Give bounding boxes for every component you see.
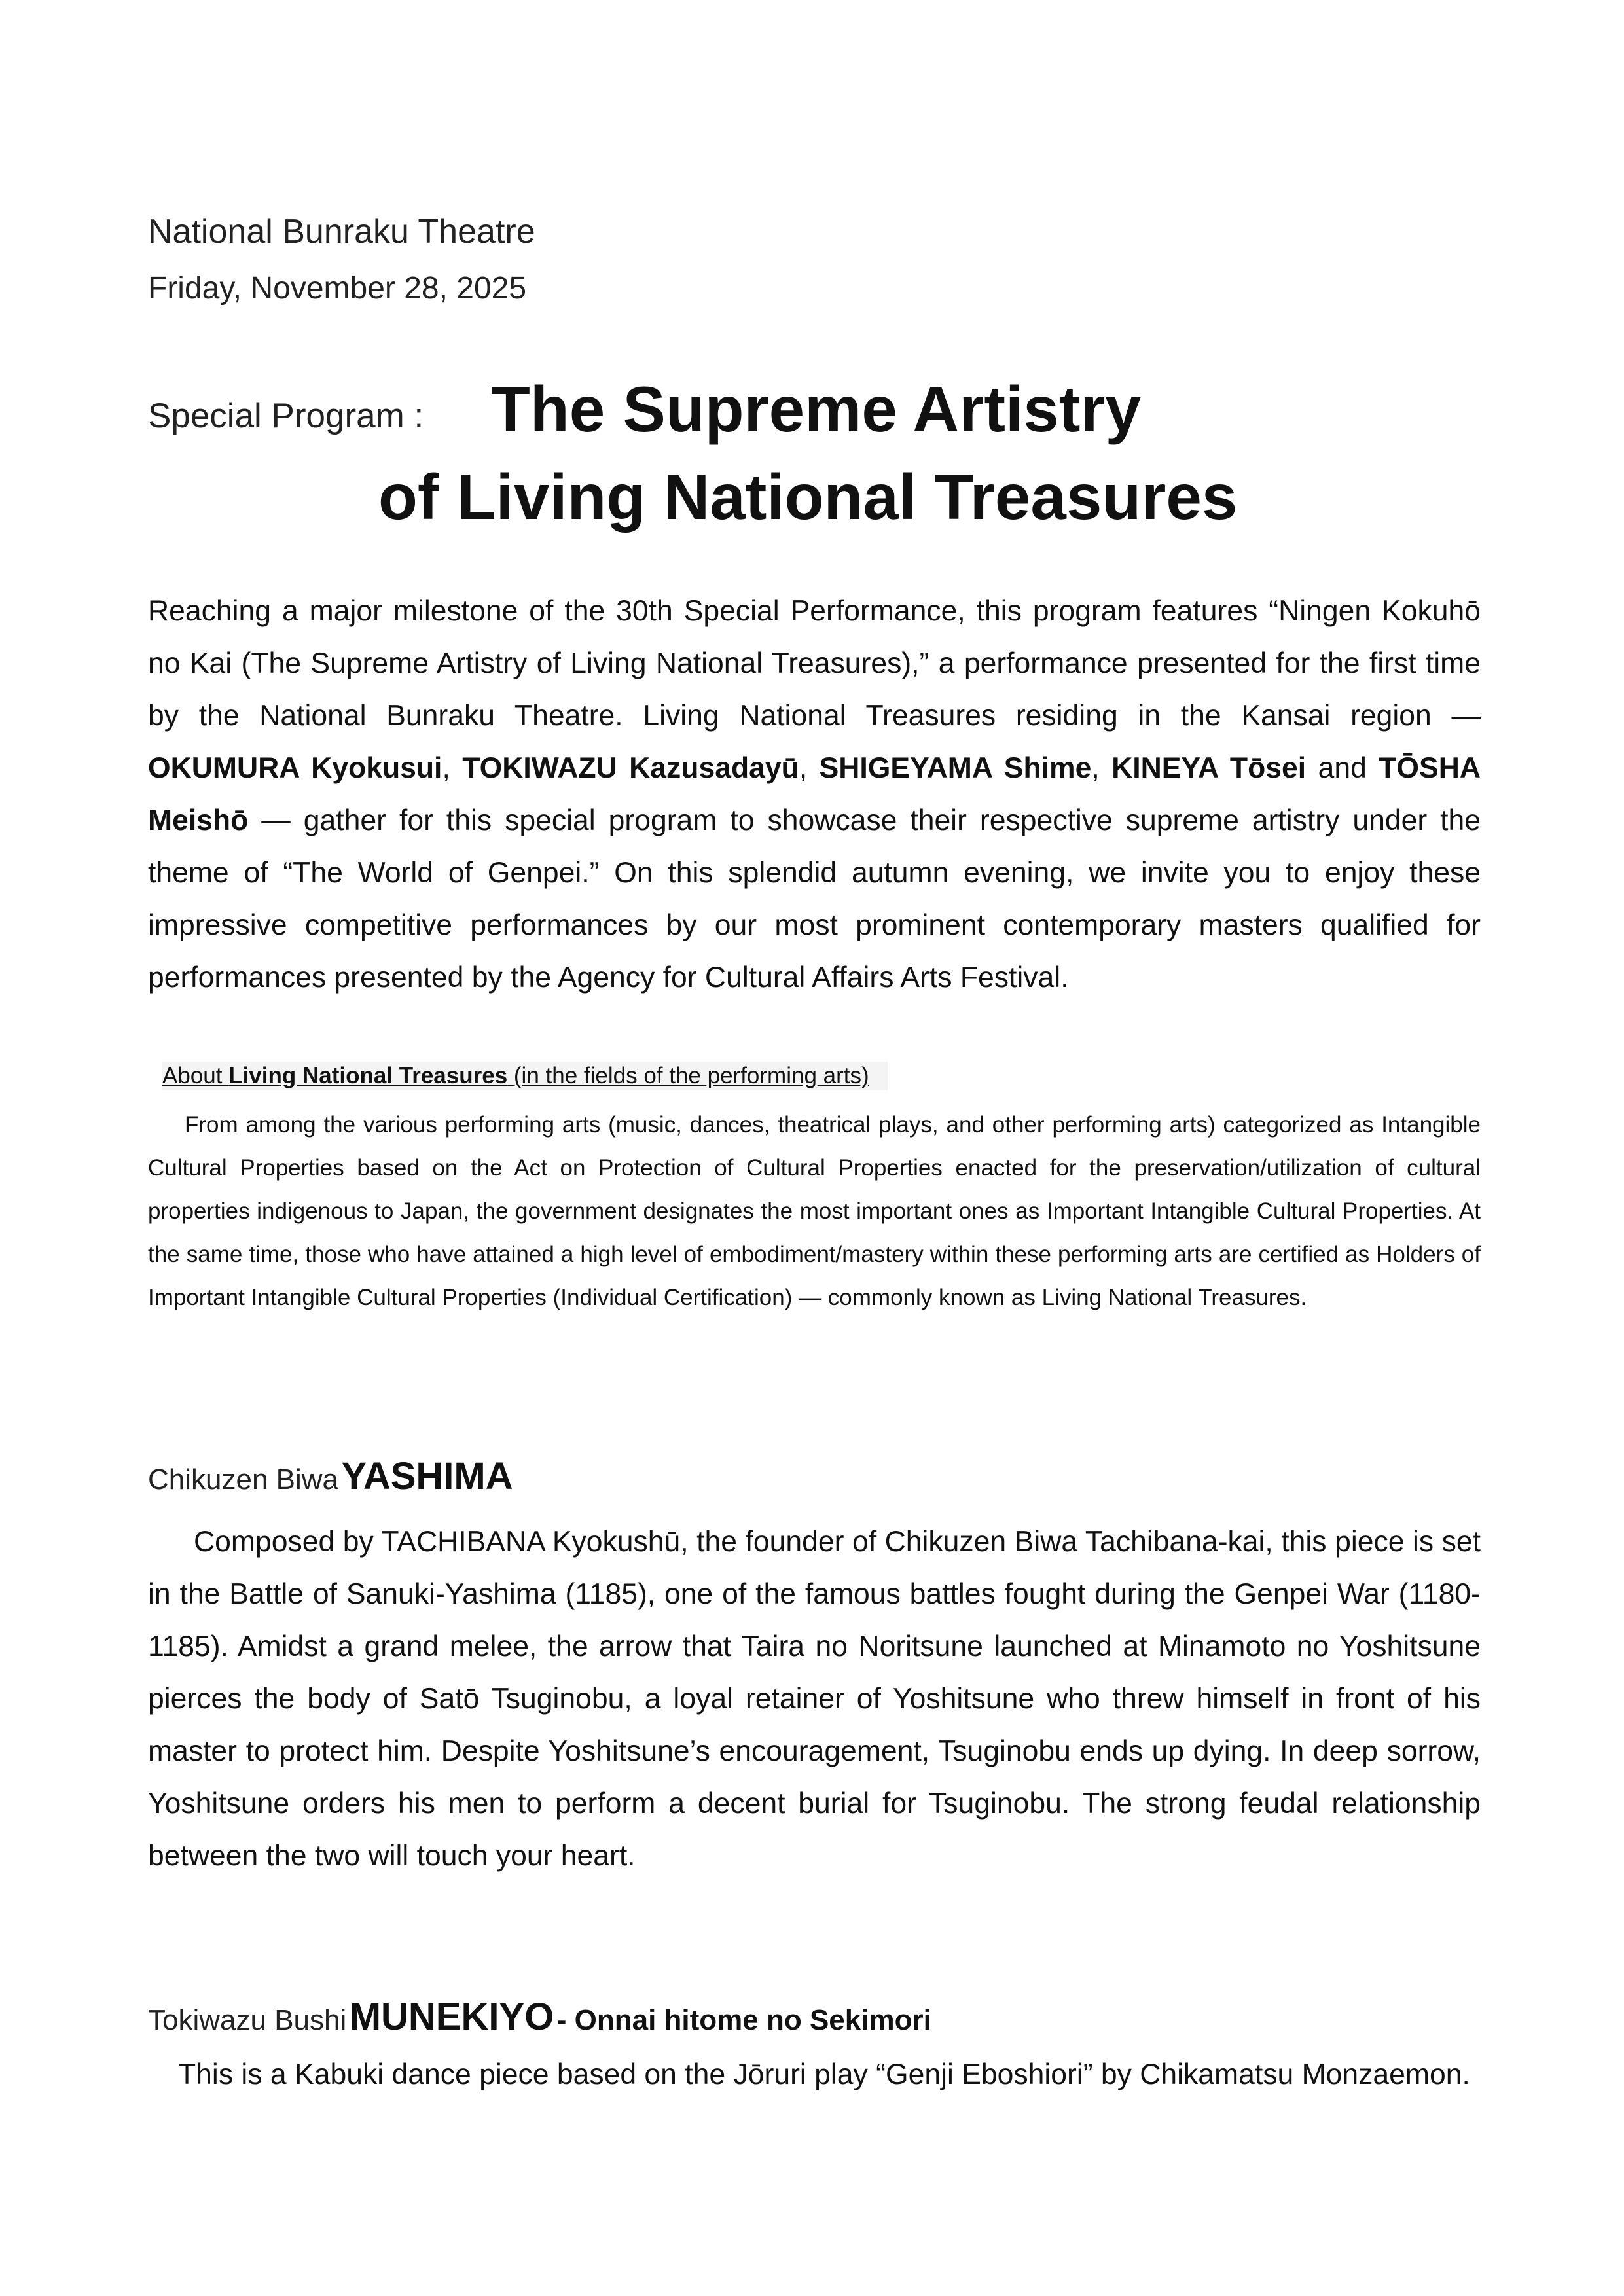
- piece-description-yashima: Composed by TACHIBANA Kyokushū, the founder of Chikuzen Biwa Tachibana-kai, this piece is set in the Battle of Sanuki-Yashima (1185), one of the famous battles fought during the Genpei War (1180-1185). Amidst a grand melee, the arrow that Taira no Noritsune launched at Minamoto no Yoshitsune pierces the body of Satō Tsuginobu, a loyal retainer of Yoshitsune who threw himself in front of his master to protect him. Despite Yoshitsune’s encouragement, Tsuginobu ends up dying. In deep sorrow, Yoshitsune orders his men to perform a decent burial for Tsuginobu. The strong feudal relationship between the two will touch your heart.: [148, 1526, 1481, 1872]
- venue-name: National Bunraku Theatre: [148, 213, 535, 251]
- master-name-shigeyama: SHIGEYAMA Shime: [819, 752, 1092, 784]
- piece-genre: Tokiwazu Bushi: [148, 2004, 347, 2036]
- piece-title: YASHIMA: [341, 1455, 513, 1498]
- intro-separator-3: ,: [1091, 752, 1112, 784]
- piece-subtitle: - Onnai hitome no Sekimori: [556, 2004, 931, 2036]
- intro-text-2: — gather for this special program to showcase their respective supreme artistry under the theme of “The World of Genpei.” On this splendid autumn evening, we invite you to enjoy these impressive competitive performances by our most prominent contemporary masters qualified for performances presented by the Agency for Cultural Affairs Arts Festival.: [148, 804, 1481, 994]
- intro-separator-4: and: [1306, 752, 1379, 784]
- piece-title: MUNEKIYO: [349, 1996, 554, 2038]
- program-label: Special Program :: [148, 397, 424, 435]
- about-heading-prefix: About: [162, 1063, 229, 1088]
- about-heading: [162, 1062, 888, 1090]
- intro-separator-2: ,: [799, 752, 820, 784]
- intro-text-1: Reaching a major milestone of the 30th Special Performance, this program features “Ningen Kokuhō no Kai (The Supreme Artistry of Living National Treasures),” a performance presented for the first time by the National Bunraku Theatre. Living National Treasures residing in the Kansai region —: [148, 595, 1481, 732]
- piece-genre: Chikuzen Biwa: [148, 1463, 339, 1496]
- piece-description-munekiyo: This is a Kabuki dance piece based on the Jōruri play “Genji Eboshiori” by Chikamatsu Monzaemon.: [178, 2058, 1470, 2090]
- piece-heading-munekiyo: [148, 1992, 931, 2052]
- master-name-tokiwazu: TOKIWAZU Kazusadayū: [462, 752, 799, 784]
- intro-separator-1: ,: [442, 752, 463, 784]
- about-heading-suffix: (in the fields of the performing arts): [507, 1063, 869, 1088]
- program-title-line-2: of Living National Treasures: [378, 461, 1238, 533]
- about-heading-bold: Living National Treasures: [228, 1063, 508, 1088]
- master-name-okumura: OKUMURA Kyokusui: [148, 752, 442, 784]
- master-name-tosha: TŌSHA Meishō: [148, 752, 1481, 836]
- piece-heading-yashima: [148, 1452, 513, 1511]
- master-name-kineya: KINEYA Tōsei: [1111, 752, 1307, 784]
- intro-paragraph: [148, 585, 1481, 1004]
- performance-date: Friday, November 28, 2025: [148, 271, 527, 306]
- about-body: From among the various performing arts (music, dances, theatrical plays, and other performing arts) categorized as Intangible Cultural Properties based on the Act on Protection of Cultural Properties enacted for the preservation/utilization of cultural properties indigenous to Japan, the government designates the most important ones as Important Intangible Cultural Properties. At the same time, those who have attained a high level of embodiment/mastery within these performing arts are certified as Holders of Important Intangible Cultural Properties (Individual Certification) — commonly known as Living National Treasures.: [148, 1112, 1481, 1310]
- program-title-line-1: The Supreme Artistry: [491, 373, 1141, 445]
